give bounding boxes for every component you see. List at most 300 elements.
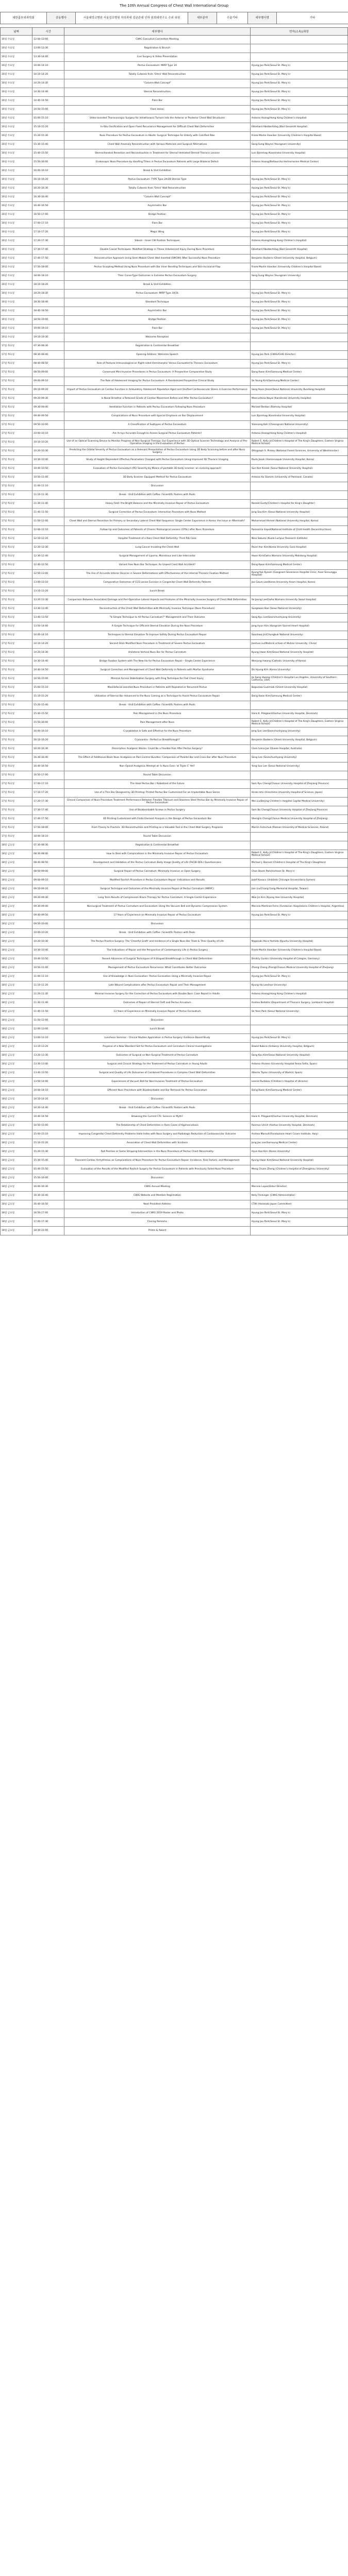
row-date: 16일 수요일 — [1, 53, 32, 62]
row-time: 08:30-08:40 — [32, 850, 64, 859]
row-date: 18일 금요일 — [1, 964, 32, 973]
row-speaker: Hyung Joo Park(Seoul St. Mary's) — [250, 316, 347, 325]
row-time: 15:10-15:20 — [32, 123, 64, 132]
row-date: 17일 목요일 — [1, 377, 32, 386]
row-speaker: Hans K. Pilegaard(Aarhus University Hospital, Denmark) — [250, 1113, 347, 1122]
table-row — [1, 272, 348, 281]
row-speaker: Do Hyung Kim (Korea University) — [250, 666, 347, 675]
table-row — [1, 351, 348, 360]
table-row — [1, 552, 348, 561]
table-row — [1, 815, 348, 824]
row-speaker: Michael Berbas (Ramsey Hospital) — [250, 403, 347, 412]
row-date: 18일 금요일 — [1, 1069, 32, 1078]
row-date: 18일 금요일 — [1, 1034, 32, 1043]
row-time: 13:10-13:20 — [32, 1043, 64, 1052]
row-date: 16일 수요일 — [1, 149, 32, 158]
row-session: Hospital Treatment of a Rare Chest Wall Deformity: Third Rib Case — [64, 535, 251, 544]
row-session: Totally Cutaneo from 'Omni' Wall Reconstruction — [64, 71, 251, 79]
row-time: 16:00-16:30 — [32, 1183, 64, 1192]
table-row — [1, 79, 348, 88]
row-session: Discussion — [64, 1095, 251, 1104]
row-date: 17일 목요일 — [1, 745, 32, 754]
co-host-value: 서울대학교병원 서울성모병원 차의과대 성균관대 인하 원희대연구소 수외 외원 — [76, 12, 188, 24]
row-speaker: Luis Bjornhag (Karolinska University Hospital) — [250, 412, 347, 421]
row-date: 17일 목요일 — [1, 342, 32, 351]
table-row — [1, 1200, 348, 1209]
row-speaker — [250, 53, 347, 62]
row-date: 18일 금요일 — [1, 859, 32, 868]
row-time: 14:40-14:50 — [32, 1113, 64, 1122]
table-row — [1, 955, 348, 964]
row-speaker: Ramezina Gopal(National Institute of Child Health Deconstructions) — [250, 526, 347, 535]
row-time: 15:20-15:30 — [32, 1148, 64, 1157]
row-time: 16:30-16:40 — [32, 754, 64, 762]
schedule-header-row — [1, 28, 348, 36]
row-speaker: Benjamin Barbera (Ghent University Hospital, Belgium) — [250, 736, 347, 745]
row-date: 17일 목요일 — [1, 684, 32, 692]
row-session: Surgical Technique and Outcomes of the Minimally Invasive Repair of Pectus Carinatum (MIRPC) — [64, 885, 251, 894]
row-date: 17일 목요일 — [1, 833, 32, 841]
row-speaker: Antonio Hoang(Hong Kong Children's Hospital) — [250, 430, 347, 438]
row-date: 17일 목요일 — [1, 544, 32, 552]
table-row — [1, 1122, 348, 1130]
row-session: Totally Cutaneo from 'Omni' Wall Reconstruction — [64, 184, 251, 193]
table-row — [1, 1078, 348, 1087]
row-speaker — [250, 342, 347, 351]
row-session: Discussion — [64, 920, 251, 929]
row-speaker: Antonio Hoang(Hong Kong Children's Hospital) — [250, 237, 347, 246]
row-date: 17일 목요일 — [1, 482, 32, 491]
table-row — [1, 999, 348, 1008]
table-row — [1, 106, 348, 114]
row-time: 13:10-13:20 — [32, 587, 64, 596]
table-row — [1, 561, 348, 570]
row-time: 15:10-15:20 — [32, 692, 64, 701]
row-time: 08:50-09:00 — [32, 368, 64, 377]
row-session: Long Term Results of Compression Brace Therapy for Pectus Carinatum: A Single Center Experience — [64, 894, 251, 903]
row-speaker — [250, 1016, 347, 1025]
row-time: 12:00-13:00 — [32, 36, 64, 44]
row-date: 17일 목요일 — [1, 412, 32, 421]
row-date: 17일 목요일 — [1, 500, 32, 509]
table-row — [1, 657, 348, 666]
row-speaker: Leonid Rudakov (Children's Hospital of Ukraine) — [250, 1078, 347, 1087]
row-date: 17일 목요일 — [1, 456, 32, 465]
row-speaker: Andrea Bellatini (Department of Thoracic Surgery, Lombardi Hospital) — [250, 999, 347, 1008]
row-session: Use of a Thin Bar Designed by 3D Printing: Printed Pectus Bar Customized For an Implantable Nuss Series — [64, 789, 251, 798]
row-speaker: Dmitriy Gurkin (University Hospital of Cologne, Germany) — [250, 955, 347, 964]
table-row — [1, 701, 348, 710]
row-date: 17일 목요일 — [1, 824, 32, 833]
row-speaker: Frank-Martin Haecker (University Children's Hospital Basel) — [250, 263, 347, 272]
row-speaker — [250, 333, 347, 342]
row-time: 10:50-11:00 — [32, 473, 64, 482]
row-session: Bridge Position — [64, 316, 251, 325]
table-row — [1, 1174, 348, 1183]
table-row — [1, 193, 348, 202]
table-row — [1, 1139, 348, 1148]
row-speaker: Sungkwon Bae (Seoul National University) — [250, 605, 347, 614]
row-speaker: Zheng Cheng Zheng(Chosun Medical University Hospital of Zhejiang) — [250, 964, 347, 973]
row-time: 11:30-11:40 — [32, 999, 64, 1008]
row-session: Transient Cardiac Arrhythmias as Complications of Nuss Procedure for Pectus Excavatum Repair: Incidence, Risk Factors, and Management — [64, 1157, 251, 1165]
row-speaker: Dong Kwan Kim(Samsung Medical Center) — [250, 692, 347, 701]
row-speaker — [250, 587, 347, 596]
row-speaker: Dong Kwan Kim(Samsung Medical Center) — [250, 1087, 347, 1095]
table-row — [1, 430, 348, 438]
document-title: The 10th Annual Congress of Chest Wall International Group — [119, 4, 229, 8]
row-date: 17일 목요일 — [1, 438, 32, 447]
row-speaker: Robert E. Kelly Jr(Children's Hospital of The King's Daughters, Eastern Virginia Medical School) — [250, 438, 347, 447]
row-session: Registration & Continental Breakfast — [64, 841, 251, 850]
table-row — [1, 123, 348, 132]
row-speaker: Ekkehard Abolbertidag (Bad Gesamth Hospital) — [250, 246, 347, 255]
table-row — [1, 745, 348, 754]
row-date: 16일 수요일 — [1, 88, 32, 97]
table-row — [1, 36, 348, 44]
table-row — [1, 97, 348, 106]
row-speaker: Mohammad Ahmed (National University Hospital, Korea) — [250, 517, 347, 526]
table-row — [1, 929, 348, 938]
row-time: 13:00-13:10 — [32, 579, 64, 587]
row-time: 10:00-10:10 — [32, 430, 64, 438]
table-row — [1, 1008, 348, 1016]
row-session: A Simple Technique for Efficient Sternal Elevation During the Nuss Procedure — [64, 622, 251, 631]
table-row — [1, 447, 348, 456]
table-row — [1, 605, 348, 614]
row-speaker: Hyung Joo Park(Seoul St. Mary's) — [250, 176, 347, 184]
row-speaker: Alberto Taylor (University of Madrid, Spain) — [250, 1069, 347, 1078]
row-session: Complications of Nuss Procedure with Special Emphasis on Bar Displacement — [64, 412, 251, 421]
row-time: 13:50-14:00 — [32, 1078, 64, 1087]
row-session: Evaluation of Pectus Excavatum (PE) Severity by Means of portable 3D body scanner: an evolving approach — [64, 465, 251, 473]
row-date: 17일 목요일 — [1, 517, 32, 526]
row-speaker: Dong Kwan Kim(Samsung Medical Center) — [250, 561, 347, 570]
row-speaker: Jae Geum Lee(Korea University Anam Hospital, Korea) — [250, 579, 347, 587]
row-session: A Classification of Subtypes of Pectus Excavatum — [64, 421, 251, 430]
row-time: 18:10-18:20 — [32, 281, 64, 290]
table-row — [1, 1095, 348, 1104]
table-row — [1, 736, 348, 745]
row-speaker: So Jeong Lee(Ewha Womans University Seoul Hospital) — [250, 596, 347, 605]
table-row — [1, 281, 348, 290]
table-row — [1, 911, 348, 920]
table-row — [1, 219, 348, 228]
row-session: Sternochondral Resection and Reconstruction in Treatment for Sternal Hemiated Sternal-Thoracic Lesions — [64, 149, 251, 158]
row-speaker — [250, 1095, 347, 1104]
row-time: 08:50-09:00 — [32, 868, 64, 876]
row-speaker: Hyung Joo Park(Seoul St. Mary's) — [250, 193, 347, 202]
table-row — [1, 1148, 348, 1157]
row-date: 16일 수요일 — [1, 193, 32, 202]
row-date: 18일 금요일 — [1, 1209, 32, 1218]
table-row — [1, 1060, 348, 1069]
row-speaker: Jong Jae Lee(Samsung Medical Center) — [250, 1139, 347, 1148]
page — [0, 0, 348, 1235]
table-row — [1, 1209, 348, 1218]
row-session: Maxillofacial-assisted Nuss Procedure in Patients with Repeated or Recurrent Pectus — [64, 684, 251, 692]
row-speaker: Chan Beom Park(Incheon St. Mary's) — [250, 868, 347, 876]
row-speaker: Wei Liu(Beijing Children's Hospital Capital Medical University) — [250, 798, 347, 806]
row-speaker: Ronald Gusty(Children's Hospital for King's Daughter) — [250, 500, 347, 509]
row-session: Asymmetric Bar — [64, 307, 251, 316]
row-time: 15:00-15:10 — [32, 1130, 64, 1139]
row-speaker: Jozef Kovacs (Uniklinik Chirurgie Universitaria Sumen) — [250, 876, 347, 885]
row-session: Opening Address: Welcome Speech — [64, 351, 251, 360]
row-speaker: Kyung Hwan Kim(Seoul National University Hospital) — [250, 649, 347, 657]
row-session: 3D Printing Customized with Finite Element Analysis in the Design of Pectus Excavatum Bar — [64, 815, 251, 824]
row-speaker: Sang-Sung Wayne (Yeungnam University) — [250, 141, 347, 149]
row-time: 14:50-15:00 — [32, 1122, 64, 1130]
row-session: Surgical and Quality of Life Outcomes of Combined Procedures in Complex Chest Wall Deformities — [64, 1069, 251, 1078]
row-time: 17:10-17:20 — [32, 789, 64, 798]
row-speaker: Benjamin Barbera (Ghent University Hospital, Belgium) — [250, 255, 347, 263]
table-row — [1, 675, 348, 684]
table-row — [1, 789, 348, 798]
row-speaker: Hans K. Pilegaard(Aarhus University Hospital, Denmark) — [250, 710, 347, 719]
row-time: 12:20-12:30 — [32, 544, 64, 552]
table-row — [1, 762, 348, 771]
row-time: 14:00-14:10 — [32, 631, 64, 640]
row-time: 11:30-11:40 — [32, 500, 64, 509]
table-row — [1, 500, 348, 509]
row-date: 16일 수요일 — [1, 132, 32, 141]
table-row — [1, 964, 348, 973]
row-date: 18일 금요일 — [1, 1095, 32, 1104]
schedule-table — [0, 27, 348, 1235]
row-speaker: Dong Kwan Kim(Samsung Medical Center) — [250, 368, 347, 377]
row-session: Break & Visit Exhibition — [64, 281, 251, 290]
row-time: 17:20-17:30 — [32, 237, 64, 246]
row-time: 09:50-10:00 — [32, 920, 64, 929]
row-session: 13 Years of Experience on Minimally Invasive Repair of Pectus Excavatum — [64, 1008, 251, 1016]
row-time: 14:40-14:50 — [32, 97, 64, 106]
row-session: Flare Bar — [64, 97, 251, 106]
row-time: 18:30-18:40 — [32, 298, 64, 307]
row-date: 18일 금요일 — [1, 1078, 32, 1087]
row-session: Asymmetric Bar — [64, 202, 251, 211]
row-session: Round Table Discussion — [64, 833, 251, 841]
row-date: 16일 수요일 — [1, 202, 32, 211]
table-row — [1, 1183, 348, 1192]
row-speaker: Marcelo Lopez(Ekbvl Director) — [250, 1183, 347, 1192]
row-time: 14:20-14:40 — [32, 1104, 64, 1113]
row-time: 15:20-15:40 — [32, 701, 64, 710]
table-row — [1, 421, 348, 430]
row-speaker: Kelly Flickinger (CWIG Administrator) — [250, 1192, 347, 1200]
row-session: Sibson - Inner CW Fixation Techniques — [64, 237, 251, 246]
row-date: 16일 수요일 — [1, 290, 32, 298]
row-time: 11:40-11:50 — [32, 1008, 64, 1016]
table-row — [1, 1016, 348, 1025]
row-date: 18일 금요일 — [1, 946, 32, 955]
row-session: Video-assisted Thoracoscopic Surgery for Intrathoracic Tumors Into the Anterior or Posterior Chest Wall Structures — [64, 114, 251, 123]
row-session: Comparison Between Associated Damage and Peri-Operative Lateral Aspects and Features of the Minimally Invasive Surgery of Chest Wall Deformities — [64, 596, 251, 605]
table-row — [1, 141, 348, 149]
row-time: 16:50-17:00 — [32, 1209, 64, 1218]
row-speaker: Frank-Martin Haecker (University Children's Hospital Basel) — [250, 132, 347, 141]
row-session: Comparative Outcomes of CCS Lesion Excision in Congenital Chest Wall Deformity Patients — [64, 579, 251, 587]
row-time: 13:20-13:30 — [32, 596, 64, 605]
table-row — [1, 894, 348, 903]
table-row — [1, 360, 348, 368]
row-speaker: Antonio Hoang(Hong Kong Children's Hospital) — [250, 114, 347, 123]
row-session: Second Stick Modified Nuss Procedure in Treatment of Severe Pectus Excavatum — [64, 640, 251, 649]
table-row — [1, 719, 348, 727]
row-date: 16일 수요일 — [1, 237, 32, 246]
table-row — [1, 885, 348, 894]
row-speaker: CTW (Hanasaki Japan Committee) — [250, 1200, 347, 1209]
table-row — [1, 403, 348, 412]
row-date: 18일 금요일 — [1, 903, 32, 911]
row-time: 10:10-10:20 — [32, 438, 64, 447]
row-session: Break · Visit Exhibition with Coffee / Scientific Posters with Pools — [64, 701, 251, 710]
row-speaker: Hyung Joo Park(Seoul St. Mary's) — [250, 911, 347, 920]
table-row — [1, 412, 348, 421]
row-speaker: Hyung Joo Park(Seoul St. Mary's) — [250, 71, 347, 79]
row-session: Utilization of Sternal Bar Advanced to the Nuss Coming as a Technique to Assist Pectus Excavatum Repair — [64, 692, 251, 701]
row-speaker: Woo Jin Kim (Kyung Hee University Hospital) — [250, 894, 347, 903]
row-date: 18일 금요일 — [1, 894, 32, 903]
row-date: 17일 목요일 — [1, 710, 32, 719]
row-time: 13:30-14:00 — [32, 53, 64, 62]
row-date: 17일 목요일 — [1, 509, 32, 517]
row-date: 16일 수요일 — [1, 158, 32, 167]
row-session: Lunch Break — [64, 587, 251, 596]
row-time: 14:50-15:00 — [32, 675, 64, 684]
table-row — [1, 176, 348, 184]
row-session: Is Nasal Breather a Retained Grade of Cardiac Movement Before and After Pectus Excavatum? — [64, 395, 251, 403]
row-speaker: Hyung Joo Park(Seoul St. Mary's) — [250, 184, 347, 193]
row-time: 16:40-16:50 — [32, 1200, 64, 1209]
row-date: 18일 금요일 — [1, 911, 32, 920]
row-date: 17일 목요일 — [1, 447, 32, 456]
row-session: Use of Knowledge in Nuss Excavation: Pectus Excavation Using a Minimally Invasive Repair — [64, 973, 251, 981]
row-time: 17:20-17:30 — [32, 798, 64, 806]
row-date: 17일 목요일 — [1, 421, 32, 430]
row-time: 12:40-12:50 — [32, 561, 64, 570]
row-date: 16일 수요일 — [1, 62, 32, 71]
row-date: 18일 금요일 — [1, 1227, 32, 1235]
table-row — [1, 1227, 348, 1235]
row-date: 17일 목요일 — [1, 465, 32, 473]
row-session: Unilateral Vertical Nuss Bar for Pectus Carinatum — [64, 649, 251, 657]
table-row — [1, 1087, 348, 1095]
row-session: Discussion — [64, 1016, 251, 1025]
row-date: 17일 목요일 — [1, 526, 32, 535]
row-time: 12:10-12:20 — [32, 535, 64, 544]
row-speaker: Antonio Hoang(Beltoursha Hertromarien Medical Center) — [250, 158, 347, 167]
table-row — [1, 1069, 348, 1078]
row-speaker: Nina Sakurai (Kuala Lumpur Research Institute) — [250, 535, 347, 544]
row-session: Luncheon Seminar - Clinical Studies Application in Pectus Surgery: Evidence Based Study — [64, 1034, 251, 1043]
table-row — [1, 631, 348, 640]
table-row — [1, 666, 348, 675]
row-date: 17일 목요일 — [1, 754, 32, 762]
row-time: 09:00-09:10 — [32, 377, 64, 386]
row-speaker: Pavla Jasek (Hamonsapuk University Hospital, Korea) — [250, 456, 347, 465]
table-row — [1, 211, 348, 219]
table-row — [1, 640, 348, 649]
table-row — [1, 158, 348, 167]
row-time: 15:40-15:50 — [32, 1165, 64, 1174]
row-time: 10:40-10:50 — [32, 465, 64, 473]
row-date: 17일 목요일 — [1, 579, 32, 587]
table-row — [1, 1130, 348, 1139]
row-speaker: Pavel Ihor Kim(Korea University Guro Hospital) — [250, 544, 347, 552]
row-speaker — [250, 491, 347, 500]
table-row — [1, 53, 348, 62]
table-row — [1, 228, 348, 237]
row-speaker: Rasmus Ulrich (Aarhus University Hospital, Denmark) — [250, 1122, 347, 1130]
row-session: Use of Bioabsorbable Screws in Pectus Surgery — [64, 806, 251, 815]
row-speaker: Ottograph S. Pinkey (National Forest Sciences, University of Westminster) — [250, 447, 347, 456]
row-speaker: Hyun Koo Kim (Korea University) — [250, 1148, 347, 1157]
row-session: Break · Visit Exhibition with Coffee / Scientific Posters with Pools — [64, 491, 251, 500]
row-speaker — [250, 482, 347, 491]
table-row — [1, 692, 348, 701]
row-speaker: Hyung Joo Park(Seoul St. Mary's) — [250, 298, 347, 307]
row-time: 18:40-18:50 — [32, 307, 64, 316]
row-speaker: Ekkehard Abolbertidag (Bad Gesamth Hospital) — [250, 123, 347, 132]
row-speaker: Antonio Ko Siomim (University of Parkland, Canada) — [250, 473, 347, 482]
table-row — [1, 386, 348, 395]
row-speaker: Soonhwa Jin(Chungbuk National University) — [250, 631, 347, 640]
row-speaker: Sang Kyu Lee(Soonchunhyang University) — [250, 614, 347, 622]
row-session: Endoscopic Nuss Procedure by Hanifing Tillers in Pectus Excavatum Patients with Large Bilateral Defect — [64, 158, 251, 167]
table-row — [1, 859, 348, 868]
row-session: Prescription Analgesic Blocks: Could Be a Flexible Risk After Pectus Surgery? — [64, 745, 251, 754]
row-session: Nonsurgical Treatment of Pectus Carinatum and Excavatum Using the Vacuum Bell and Dynamic Compression System — [64, 903, 251, 911]
row-date: 18일 금요일 — [1, 1113, 32, 1122]
row-speaker: Luis Bjornhag (Karolinska University Hospital) — [250, 149, 347, 158]
row-speaker: Seng Lee (Soonchunhyang University) — [250, 754, 347, 762]
row-time: 18:00-18:10 — [32, 833, 64, 841]
row-session: The Role of Adolescent Imaging for Pectus Excavatum: A Randomized Prospective Clinical Study — [64, 377, 251, 386]
table-row — [1, 44, 348, 53]
row-time: 10:50-11:00 — [32, 964, 64, 973]
row-session: The Relationship of Chest Deformities in Rare Cases of Kyphoscoliosis — [64, 1122, 251, 1130]
row-speaker: Hiroki Ishii (Hiroshima University Hospital of Science, Japan) — [250, 789, 347, 798]
row-date: 18일 금요일 — [1, 999, 32, 1008]
row-date: 17일 목요일 — [1, 640, 32, 649]
row-session: CWIG Executive Committee Meeting — [64, 36, 251, 44]
row-speaker: Yoonsang Koh (Cheongnam National University) — [250, 421, 347, 430]
row-time: 10:20-10:30 — [32, 938, 64, 946]
table-row — [1, 587, 348, 596]
row-time: 07:30-08:30 — [32, 841, 64, 850]
row-session: Next President Address — [64, 1200, 251, 1209]
row-session: Follow-Up and Outcomes of Patients of Chronic Postsurgical Lesions (CPSL) after Nuss Procedure — [64, 526, 251, 535]
row-time: 17:40-17:50 — [32, 815, 64, 824]
row-speaker: Frank-Martin Haecker (University Children's Hospital Basel) — [250, 946, 347, 955]
row-time: 16:30-16:40 — [32, 1192, 64, 1200]
row-speaker: Robert E. Kelly Jr(Children's Hospital of The King's Daughters, Eastern Virginia Medical School) — [250, 719, 347, 727]
row-time: 11:00-11:10 — [32, 973, 64, 981]
row-session: How to Deal with Complications in the Minimally Invasive Repair of Pectus Excavatum — [64, 850, 251, 859]
row-session: Flare Bar — [64, 325, 251, 333]
row-speaker: Jai Sang Hwang (Children's Hospital Los Angeles, University of Southern California, USA) — [250, 675, 347, 684]
row-date: 16일 수요일 — [1, 325, 32, 333]
row-speaker: Hyung Joo Park(Seoul St. Mary's) — [250, 307, 347, 316]
column-header-date: 날짜 — [1, 28, 32, 36]
row-time: 14:30-14:40 — [32, 88, 64, 97]
row-session: Pectus Excavatum: MIRP Type 1A — [64, 62, 251, 71]
row-date: 16일 수요일 — [1, 263, 32, 272]
row-time: 09:20-09:30 — [32, 894, 64, 903]
row-date: 16일 수요일 — [1, 298, 32, 307]
row-session: Impact of Pectus Excavatum on Cardiac Function in Ambulatory Adolescent Population Aged and Ossified Cardiovascular Stress in Exercise Performance — [64, 386, 251, 395]
